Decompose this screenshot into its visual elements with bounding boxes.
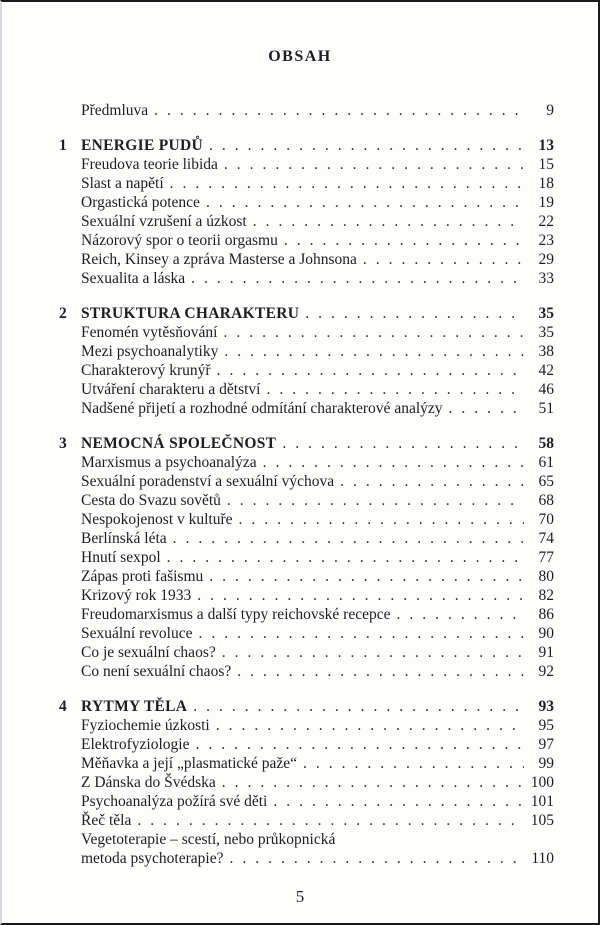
entry-page: 19 <box>538 194 554 211</box>
toc-item-row <box>59 361 554 380</box>
page-number: 5 <box>295 887 305 906</box>
entry-page: 68 <box>538 492 554 509</box>
entry-page: 77 <box>538 549 554 566</box>
dot-leader <box>239 510 524 529</box>
entry-page: 18 <box>538 175 554 192</box>
chapter-number: 4 <box>59 698 67 715</box>
entry-label: Řeč těla <box>81 812 132 829</box>
entry-page: 70 <box>538 511 554 528</box>
entry-page: 38 <box>538 343 554 360</box>
dot-leader <box>206 193 524 212</box>
entry-page: 80 <box>538 568 554 585</box>
dot-leader <box>237 662 524 681</box>
entry-label: Berlínská léta <box>81 530 167 547</box>
entry-label: Z Dánska do Švédska <box>81 774 216 791</box>
entry-label: Nadšené přijetí a rozhodné odmítání charakterové analýzy <box>81 400 443 417</box>
entry-page: 22 <box>538 213 554 230</box>
toc-item-row <box>59 624 554 643</box>
chapter-number: 2 <box>59 305 67 322</box>
entry-page: 9 <box>546 102 554 119</box>
dot-leader <box>209 136 524 155</box>
entry-label: Sexuální revoluce <box>81 625 193 642</box>
toc-chapter-row <box>59 434 554 453</box>
dot-leader <box>340 472 524 491</box>
toc-item-row <box>59 342 554 361</box>
dot-leader <box>173 529 524 548</box>
entry-page: 90 <box>538 625 554 642</box>
entry-label: Nespokojenost v kultuře <box>81 511 233 528</box>
toc-item-row <box>59 250 554 269</box>
dot-leader <box>305 304 524 323</box>
entry-page: 23 <box>538 232 554 249</box>
entry-label: STRUKTURA CHARAKTERU <box>81 305 300 322</box>
entry-page: 110 <box>531 850 554 867</box>
entry-page: 99 <box>538 755 554 772</box>
entry-label: Utváření charakteru a dětství <box>81 381 261 398</box>
entry-label: Reich, Kinsey a zpráva Masterse a Johnsona <box>81 251 357 268</box>
entry-page: 91 <box>538 644 554 661</box>
entry-label: RYTMY TĚLA <box>81 698 188 715</box>
entry-page: 33 <box>538 270 554 287</box>
toc-chapter-row <box>59 304 554 323</box>
dot-leader <box>396 605 524 624</box>
entry-label: Elektrofyziologie <box>81 736 190 753</box>
dot-leader <box>198 624 524 643</box>
toc-item-row <box>59 491 554 510</box>
dot-leader <box>197 586 524 605</box>
dot-leader <box>229 849 524 868</box>
toc-item-row <box>59 231 554 250</box>
entry-page: 95 <box>538 717 554 734</box>
entry-label: Fyziochemie úzkosti <box>81 717 210 734</box>
dot-leader <box>191 269 524 288</box>
entry-label: Marxismus a psychoanalýza <box>81 454 257 471</box>
entry-label: Měňavka a její „plasmatické paže“ <box>81 755 298 772</box>
entry-label: Freudomarxismus a další typy reichovské recepce <box>81 606 391 623</box>
entry-page: 42 <box>538 362 554 379</box>
toc-item-row <box>59 269 554 288</box>
entry-label: Předmluva <box>81 102 149 119</box>
entry-label: Sexuální vzrušení a úzkost <box>81 213 247 230</box>
entry-label: metoda psychoterapie? <box>81 850 224 867</box>
toc-chapter-block <box>59 434 554 681</box>
entry-label: Názorový spor o teorii orgasmu <box>81 232 278 249</box>
entry-label: Co je sexuální chaos? <box>81 644 216 661</box>
entry-page: 86 <box>538 606 554 623</box>
dot-leader <box>216 716 524 735</box>
dot-leader <box>227 491 524 510</box>
toc-item-row <box>59 586 554 605</box>
entry-label: Orgastická potence <box>81 194 200 211</box>
toc-item-row <box>59 849 554 868</box>
entry-page: 35 <box>538 305 554 322</box>
toc-item-row <box>59 792 554 811</box>
toc-item-row <box>59 399 554 418</box>
toc-chapter-row <box>59 136 554 155</box>
toc-item-row <box>59 754 554 773</box>
entry-page: 82 <box>538 587 554 604</box>
toc-item-row <box>59 735 554 754</box>
dot-leader <box>154 101 524 120</box>
toc-item-row <box>59 510 554 529</box>
toc-item-row <box>59 605 554 624</box>
toc-item-row <box>59 101 554 120</box>
toc-item-row <box>59 830 554 849</box>
entry-label: Fenomén vytěsňování <box>81 324 218 341</box>
dot-leader <box>449 399 524 418</box>
dot-leader <box>222 643 524 662</box>
entry-label: Psychoanalýza požírá své děti <box>81 793 268 810</box>
toc-item-row <box>59 773 554 792</box>
page-title: OBSAH <box>268 48 332 65</box>
entry-page: 13 <box>538 137 554 154</box>
dot-leader <box>193 697 524 716</box>
toc-item-row <box>59 529 554 548</box>
entry-page: 46 <box>538 381 554 398</box>
dot-leader <box>263 453 524 472</box>
entry-label: Sexuální poradenství a sexuální výchova <box>81 473 335 490</box>
entry-page: 35 <box>538 324 554 341</box>
toc-chapter-row <box>59 697 554 716</box>
toc-chapter-block <box>59 304 554 418</box>
dot-leader <box>209 567 524 586</box>
dot-leader <box>222 773 524 792</box>
toc-chapter-block <box>59 697 554 868</box>
toc-list <box>59 101 554 868</box>
entry-page: 105 <box>530 812 554 829</box>
dot-leader <box>284 231 524 250</box>
dot-leader <box>195 735 524 754</box>
toc-chapter-block <box>59 136 554 288</box>
toc-item-row <box>59 811 554 830</box>
entry-page: 61 <box>538 454 554 471</box>
entry-page: 65 <box>538 473 554 490</box>
toc-item-row <box>59 323 554 342</box>
toc-item-row <box>59 212 554 231</box>
entry-page: 100 <box>530 774 554 791</box>
entry-page: 92 <box>538 663 554 680</box>
toc-item-row <box>59 453 554 472</box>
toc-item-row <box>59 548 554 567</box>
entry-label: Cesta do Svazu sovětů <box>81 492 221 509</box>
dot-leader <box>167 548 524 567</box>
entry-label: Mezi psychoanalytiky <box>81 343 219 360</box>
toc-item-row <box>59 472 554 491</box>
entry-page: 29 <box>538 251 554 268</box>
dot-leader <box>224 155 524 174</box>
dot-leader <box>224 342 524 361</box>
toc-item-row <box>59 643 554 662</box>
toc-item-row <box>59 193 554 212</box>
entry-page: 51 <box>538 400 554 417</box>
entry-label: NEMOCNÁ SPOLEČNOST <box>81 435 277 452</box>
entry-label: Sexualita a láska <box>81 270 186 287</box>
toc-item-row <box>59 155 554 174</box>
entry-page: 101 <box>530 793 554 810</box>
entry-label: Vegetoterapie – scestí, nebo průkopnická <box>81 831 336 848</box>
entry-label: Co není sexuální chaos? <box>81 663 232 680</box>
toc-item-row <box>59 174 554 193</box>
dot-leader <box>217 361 524 380</box>
entry-label: Freudova teorie libida <box>81 156 218 173</box>
dot-leader <box>273 792 524 811</box>
dot-leader <box>253 212 524 231</box>
entry-page: 93 <box>538 698 554 715</box>
dot-leader <box>266 380 524 399</box>
dot-leader <box>223 323 524 342</box>
entry-page: 15 <box>538 156 554 173</box>
toc-item-row <box>59 380 554 399</box>
entry-label: Slast a napětí <box>81 175 164 192</box>
dot-leader <box>170 174 524 193</box>
dot-leader <box>363 250 524 269</box>
entry-label: Hnutí sexpol <box>81 549 161 566</box>
toc-item-row <box>59 662 554 681</box>
entry-label: ENERGIE PUDŮ <box>81 137 204 154</box>
entry-label: Charakterový krunýř <box>81 362 211 379</box>
dot-leader <box>137 811 524 830</box>
entry-page: 97 <box>538 736 554 753</box>
entry-page: 74 <box>538 530 554 547</box>
toc-item-row <box>59 567 554 586</box>
entry-label: Krizový rok 1933 <box>81 587 192 604</box>
dot-leader <box>303 754 524 773</box>
toc-item-row <box>59 716 554 735</box>
entry-page: 58 <box>538 435 554 452</box>
chapter-number: 1 <box>59 137 67 154</box>
entry-label: Zápas proti fašismu <box>81 568 204 585</box>
dot-leader <box>282 434 524 453</box>
chapter-number: 3 <box>59 435 67 452</box>
